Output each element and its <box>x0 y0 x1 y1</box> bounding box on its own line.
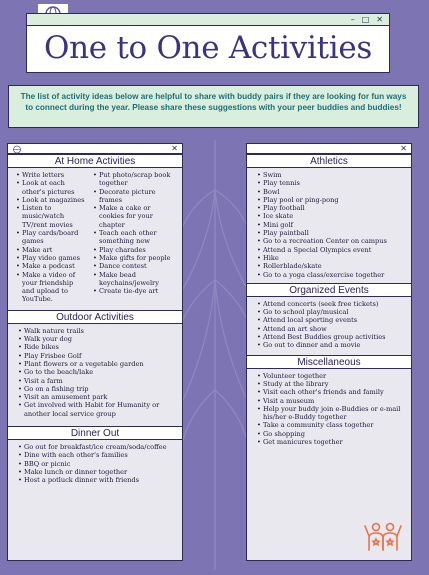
left-panel-titlebar <box>8 144 182 154</box>
globe-logo-icon <box>10 145 24 154</box>
right-panel <box>246 143 412 561</box>
close-icon[interactable]: ✕ <box>376 14 383 24</box>
at-home-column-2 <box>92 171 174 304</box>
list-item: • Get involved with Habit for Humanity or another local service group <box>17 401 176 418</box>
list-item: • Play football <box>256 204 405 212</box>
list-item: • Play video games <box>15 254 87 262</box>
dinner-list <box>8 440 182 484</box>
list-item: • Make gifts for people <box>92 254 174 262</box>
list-item: • Volunteer together <box>256 372 405 380</box>
list-item: • Attend Best Buddies group activities <box>256 333 405 341</box>
list-item: • Plant flowers or a vegetable garden <box>17 360 176 368</box>
list-item: • Play paintball <box>256 229 405 237</box>
outdoor-list <box>8 324 182 418</box>
list-item: • Play tennis <box>256 179 405 187</box>
list-item: • Make art <box>15 246 87 254</box>
list-item: • BBQ or picnic <box>17 460 176 468</box>
list-item: • Go out for breakfast/ice cream/soda/coffee <box>17 443 176 451</box>
page-title: One to One Activities <box>43 30 372 66</box>
list-item: • Dance contest <box>92 262 174 270</box>
list-item: • Teach each other something new <box>92 229 174 246</box>
list-item: • Walk your dog <box>17 335 176 343</box>
list-item: • Look at each other's pictures <box>15 179 87 196</box>
list-item: • Visit each other's friends and family <box>256 388 405 396</box>
list-item: • Make a cake or cookies for your chapter <box>92 204 174 229</box>
list-item: • Visit an amusement park <box>17 393 176 401</box>
list-item: • Create tie-dye art <box>92 287 174 295</box>
list-item: • Walk nature trails <box>17 327 176 335</box>
list-item: • Host a potluck dinner with friends <box>17 476 176 484</box>
list-item: • Attend local sporting events <box>256 316 405 324</box>
list-item: • Go to a yoga class/exercise together <box>256 271 405 279</box>
section-heading-athletics: Athletics <box>247 154 411 168</box>
minimize-icon[interactable]: – <box>350 14 355 24</box>
list-item: • Decorate picture frames <box>92 188 174 205</box>
list-item: • Swim <box>256 171 405 179</box>
at-home-list <box>8 168 182 304</box>
list-item: • Go to a recreation Center on campus <box>256 237 405 245</box>
people-celebrating-icon <box>363 520 403 552</box>
list-item: • Make lunch or dinner together <box>17 468 176 476</box>
list-item: • Play pool or ping-pong <box>256 196 405 204</box>
list-item: • Go out to dinner and a movie <box>256 341 405 349</box>
list-item: • Go on a fishing trip <box>17 385 176 393</box>
misc-list <box>247 369 411 447</box>
organized-list <box>247 297 411 350</box>
list-item: • Rollerblade/skate <box>256 262 405 270</box>
list-item: • Visit a museum <box>256 397 405 405</box>
section-heading-organized: Organized Events <box>247 283 411 297</box>
intro-text: The list of activity ideas below are helpful to share with buddy pairs if they are looking for fun ways to connect during the year. Please share these suggestions with your peer buddies and buddies! <box>8 85 419 128</box>
list-item: • Play Frisbee Golf <box>17 352 176 360</box>
at-home-column-1 <box>15 171 87 304</box>
list-item: • Attend an art show <box>256 325 405 333</box>
section-heading-dinner: Dinner Out <box>8 426 182 440</box>
list-item: • Make a podcast <box>15 262 87 270</box>
list-item: • Dine with each other's families <box>17 451 176 459</box>
list-item: • Make bead keychains/jewelry <box>92 271 174 288</box>
list-item: • Take a community class together <box>256 421 405 429</box>
list-item: • Get manicures together <box>256 438 405 446</box>
list-item: • Listen to music/watch TV/rent movies <box>15 204 87 229</box>
list-item: • Make a video of your friendship and upload to YouTube. <box>15 271 87 304</box>
list-item: • Write letters <box>15 171 87 179</box>
list-item: • Play charades <box>92 246 174 254</box>
close-icon[interactable]: ✕ <box>171 143 178 153</box>
list-item: • Attend concerts (seek free tickets) <box>256 300 405 308</box>
list-item: • Go to the beach/lake <box>17 368 176 376</box>
list-item: • Visit a farm <box>17 377 176 385</box>
list-item: • Hike <box>256 254 405 262</box>
title-window-titlebar <box>27 14 389 26</box>
left-panel <box>7 143 183 561</box>
list-item: • Bowl <box>256 188 405 196</box>
right-panel-titlebar <box>247 144 411 154</box>
athletics-list <box>247 168 411 279</box>
maximize-icon[interactable]: □ <box>361 14 370 24</box>
list-item: • Look at magazines <box>15 196 87 204</box>
section-heading-outdoor: Outdoor Activities <box>8 310 182 324</box>
list-item: • Mini golf <box>256 221 405 229</box>
list-item: • Help your buddy join e-Buddies or e-mail his/her e-Buddy together <box>256 405 405 422</box>
list-item: • Ice skate <box>256 212 405 220</box>
list-item: • Study at the library <box>256 380 405 388</box>
section-heading-at-home: At Home Activities <box>8 154 182 168</box>
list-item: • Attend a Special Olympics event <box>256 246 405 254</box>
list-item: • Go shopping <box>256 430 405 438</box>
list-item: • Go to school play/musical <box>256 308 405 316</box>
list-item: • Ride bikes <box>17 343 176 351</box>
close-icon[interactable]: ✕ <box>400 143 407 153</box>
list-item: • Put photo/scrap book together <box>92 171 174 188</box>
list-item: • Play cards/board games <box>15 229 87 246</box>
section-heading-misc: Miscellaneous <box>247 355 411 369</box>
title-window <box>26 13 390 73</box>
